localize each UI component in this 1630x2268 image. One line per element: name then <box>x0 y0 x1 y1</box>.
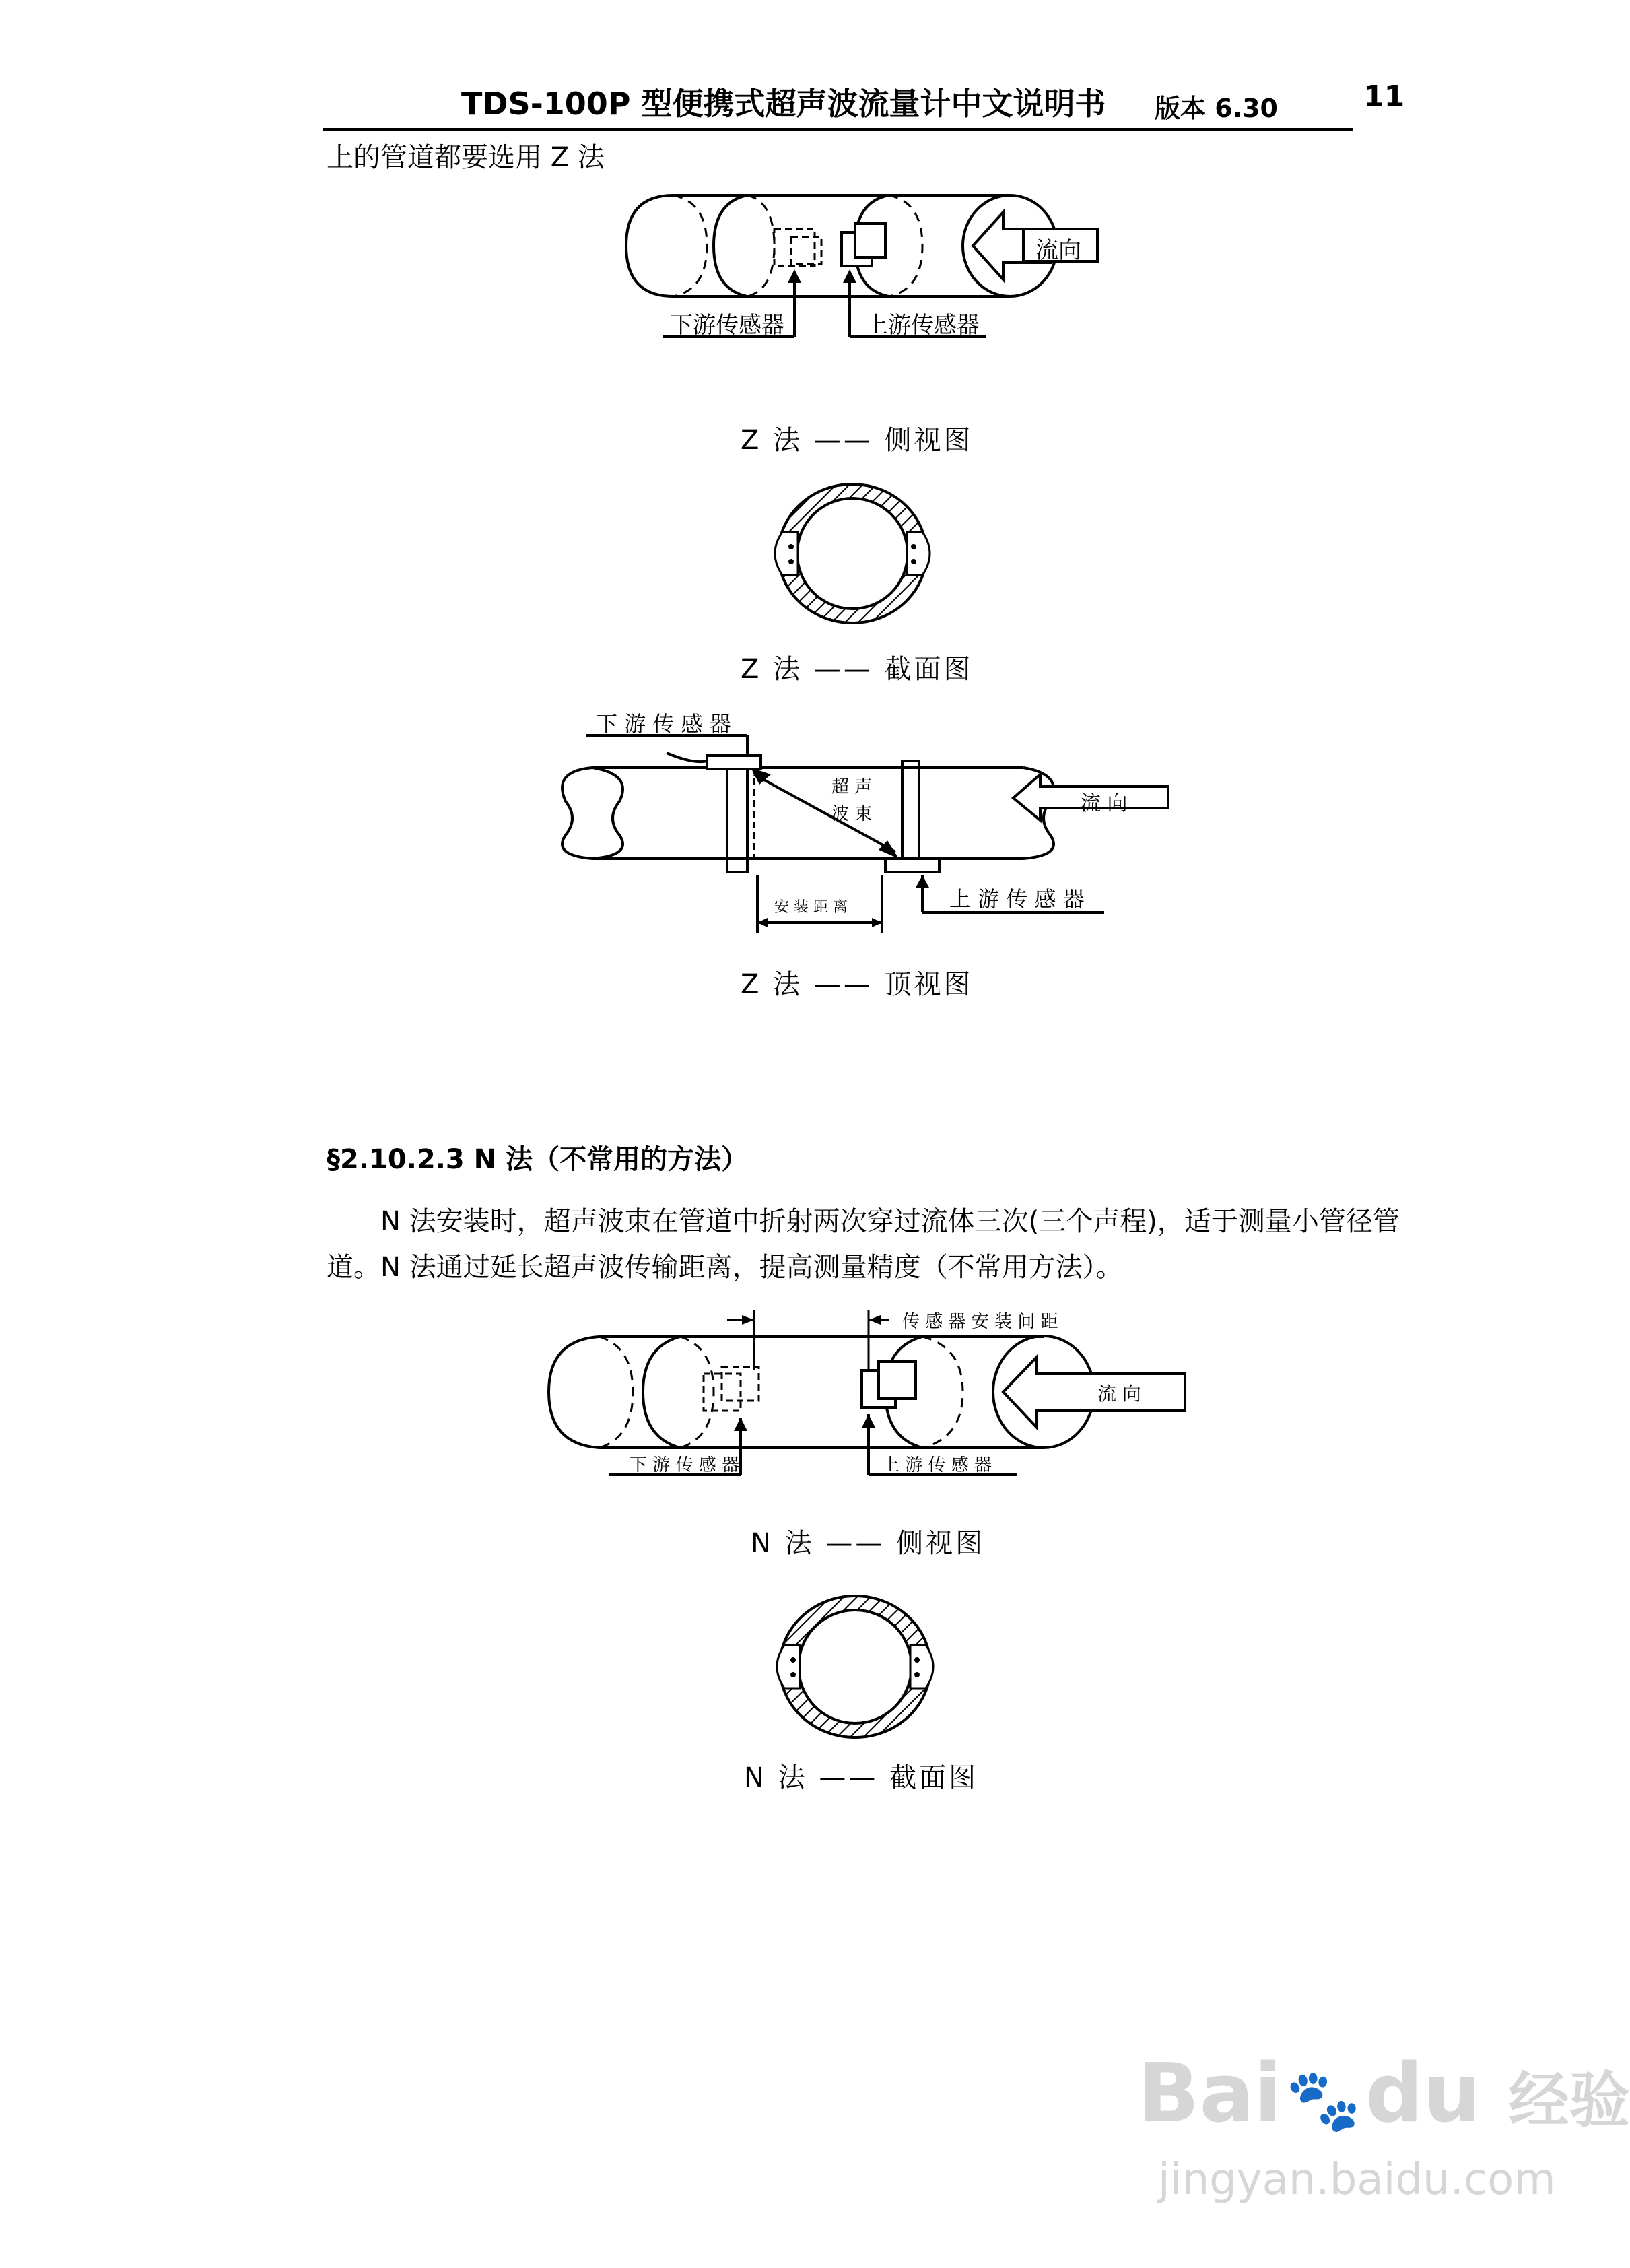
z-top-downstream-label: 下 游 传 感 器 <box>596 711 731 737</box>
z-side-downstream-label: 下游传感器 <box>670 312 784 339</box>
page-number: 11 <box>1363 79 1405 114</box>
n-side-upstream-label: 上 游 传 感 器 <box>882 1455 992 1475</box>
watermark-url: jingyan.baidu.com <box>1158 2155 1556 2205</box>
watermark-brand-2: du <box>1365 2047 1481 2141</box>
paw-icon: 🐾 <box>1285 2065 1361 2136</box>
z-top-flow-label: 流 向 <box>1081 792 1128 815</box>
n-side-caption: N 法 —— 侧视图 <box>751 1528 986 1559</box>
watermark-logo <box>1138 2047 1630 2141</box>
z-side-caption: Z 法 —— 侧视图 <box>741 425 974 456</box>
n-section-caption: N 法 —— 截面图 <box>744 1762 979 1793</box>
z-top-caption: Z 法 —— 顶视图 <box>741 969 974 1000</box>
n-side-spacing-label: 传 感 器 安 装 间 距 <box>902 1312 1058 1332</box>
z-side-flow-label: 流向 <box>1035 237 1081 264</box>
section-heading: §2.10.2.3 N 法（不常用的方法） <box>327 1144 749 1175</box>
z-top-distance-label: 安 装 距 离 <box>774 899 848 916</box>
intro-line: 上的管道都要选用 Z 法 <box>327 142 605 173</box>
z-section-caption: Z 法 —— 截面图 <box>741 654 974 685</box>
version-label: 版本 6.30 <box>1155 94 1278 123</box>
z-side-upstream-label: 上游传感器 <box>865 312 980 339</box>
z-top-beam-label-1: 超 声 <box>831 777 873 797</box>
watermark-brand: Bai <box>1138 2047 1282 2141</box>
z-top-beam-label-2: 波 束 <box>831 804 873 824</box>
paragraph-line-2: 道。N 法通过延长超声波传输距离，提高测量精度（不常用方法）。 <box>327 1252 1123 1283</box>
z-top-upstream-label: 上 游 传 感 器 <box>949 886 1085 912</box>
n-side-flow-label: 流 向 <box>1097 1382 1141 1405</box>
paragraph-line-1: N 法安装时，超声波束在管道中折射两次穿过流体三次(三个声程)，适于测量小管径管 <box>380 1206 1400 1237</box>
n-side-downstream-label: 下 游 传 感 器 <box>630 1455 740 1475</box>
document-title: TDS-100P 型便携式超声波流量计中文说明书 <box>461 86 1106 122</box>
watermark-cn: 经验 <box>1508 2065 1630 2136</box>
